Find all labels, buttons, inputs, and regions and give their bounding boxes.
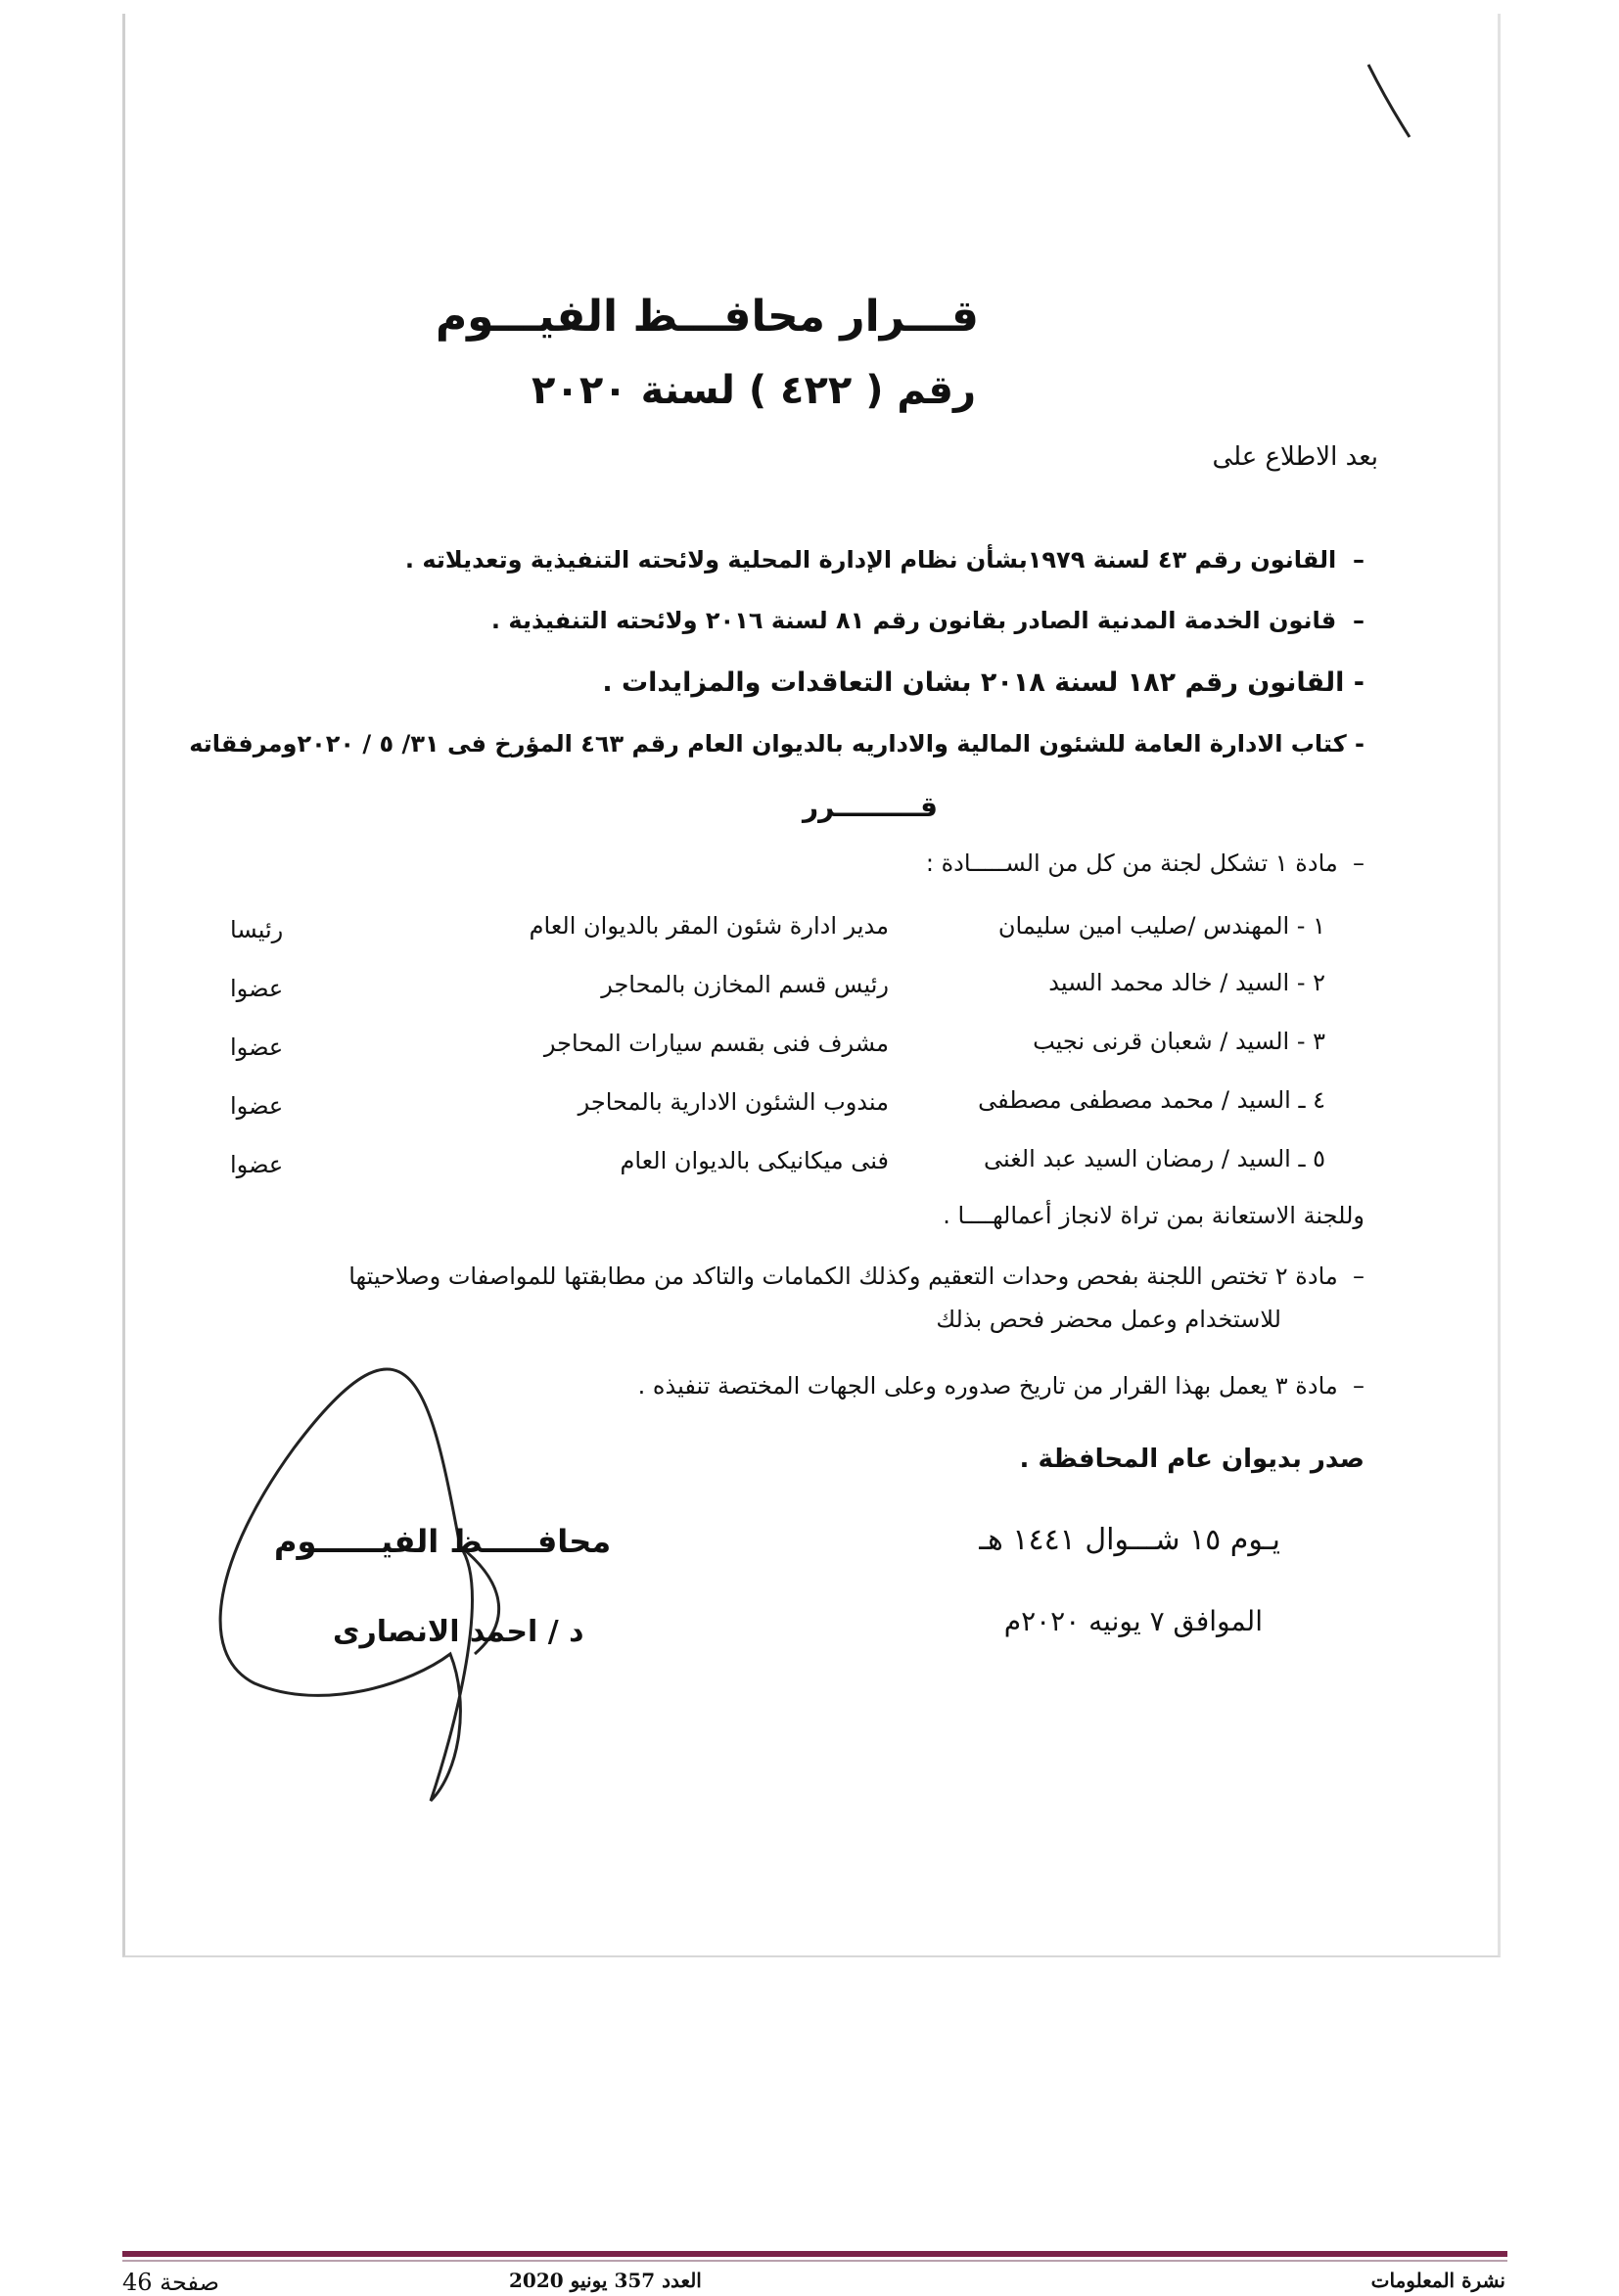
issued-statement: صدر بديوان عام المحافظة . (1019, 1445, 1365, 1474)
member-role: عضوا (230, 1033, 284, 1061)
governor-title: محافـــــظ الفيــــــوم (274, 1523, 612, 1560)
intro-text: بعد الاطلاع على (1212, 442, 1378, 472)
member-job: فنى ميكانيكى بالديوان العام (620, 1147, 889, 1174)
member-job: رئيس قسم المخازن بالمحاجر (601, 971, 889, 998)
article-1: – مادة ١ تشكل لجنة من كل من الســـــادة : (925, 850, 1365, 877)
member-job: مدير ادارة شئون المقر بالديوان العام (529, 912, 889, 940)
footer-rule (122, 2251, 1507, 2257)
member-name: ٤ ـ السيد / محمد مصطفى مصطفى (978, 1086, 1325, 1114)
member-job: مندوب الشئون الادارية بالمحاجر (578, 1088, 889, 1116)
preamble-item-1: – القانون رقم ٤٣ لسنة ١٩٧٩بشأن نظام الإدارة المحلية ولائحته التنفيذية وتعديلاته . (404, 546, 1365, 574)
preamble-item-2: – قانون الخدمة المدنية الصادر بقانون رقم ٨١ لسنة ٢٠١٦ ولائحته التنفيذية . (490, 607, 1365, 634)
member-name: ٣ - السيد / شعبان قرنى نجيب (1033, 1028, 1325, 1055)
decree-number: رقم ( ٤٢٢ ) لسنة ٢٠٢٠ (532, 368, 976, 413)
member-role: عضوا (230, 975, 284, 1002)
decides-heading: قـــــــــرر (803, 791, 939, 823)
member-role: عضوا (230, 1092, 284, 1120)
article-3: – مادة ٣ يعمل بهذا القرار من تاريخ صدوره وعلى الجهات المختصة تنفيذه . (637, 1372, 1365, 1400)
publication-name: نشرة المعلومات (1370, 2269, 1505, 2292)
member-job: مشرف فنى بقسم سيارات المحاجر (543, 1030, 889, 1057)
member-name: ٢ - السيد / خالد محمد السيد (1048, 969, 1325, 996)
assist-clause: وللجنة الاستعانة بمن تراة لانجاز أعمالهــــا . (943, 1202, 1365, 1229)
hijri-date: يـوم ١٥ شـــوال ١٤٤١ هـ (979, 1523, 1280, 1557)
preamble-item-3: - القانون رقم ١٨٢ لسنة ٢٠١٨ بشان التعاقدات والمزايدات . (602, 667, 1365, 698)
preamble-item-4: - كتاب الادارة العامة للشئون المالية والاداريه بالديوان العام رقم ٤٦٣ المؤرخ فى ٣١/ ٥ / ٢٠٢٠ومرفقاته (189, 730, 1365, 758)
member-name: ١ - المهندس /صليب امين سليمان (997, 912, 1325, 940)
page-number: صفحة 46 (122, 2269, 220, 2296)
gregorian-date: الموافق ٧ يونيه ٢٠٢٠م (1003, 1605, 1263, 1637)
governor-name: د / احمد الانصارى (333, 1615, 584, 1649)
footer-rule-thin (122, 2260, 1507, 2262)
article-2-continued: للاستخدام وعمل محضر فحص بذلك (936, 1306, 1281, 1333)
member-role: رئيسا (230, 916, 284, 943)
issue-info: العدد 357 يونيو 2020 (509, 2269, 702, 2292)
decree-title: قـــرار محافـــظ الفيـــوم (435, 292, 979, 342)
member-name: ٥ ـ السيد / رمضان السيد عبد الغنى (983, 1145, 1325, 1172)
member-role: عضوا (230, 1151, 284, 1178)
article-2: – مادة ٢ تختص اللجنة بفحص وحدات التعقيم وكذلك الكمامات والتاكد من مطابقتها للمواصفات وصلاحيتها (348, 1263, 1365, 1290)
